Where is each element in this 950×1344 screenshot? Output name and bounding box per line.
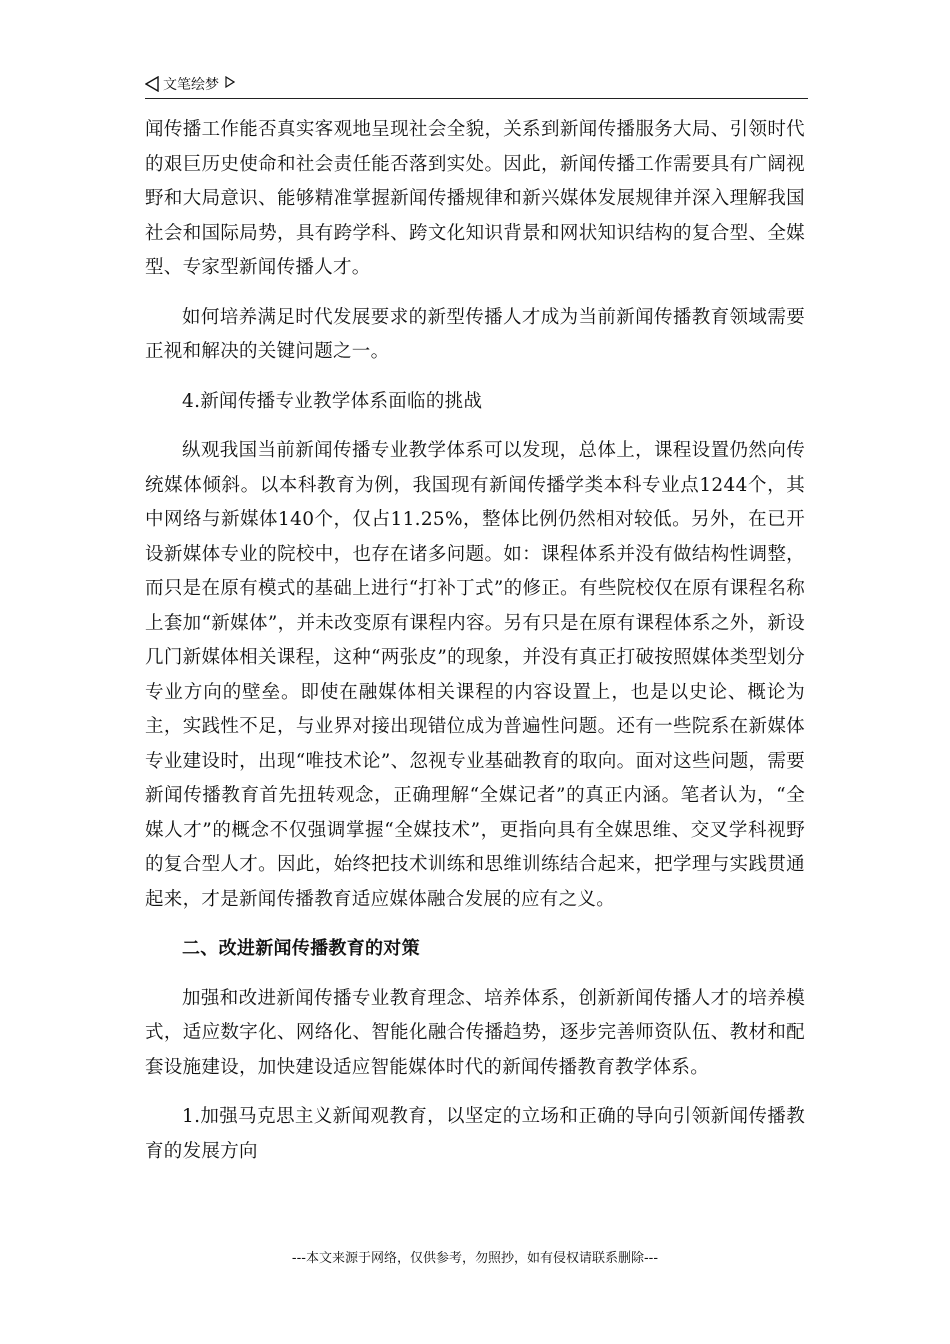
page-footer-note: ---本文来源于网络，仅供参考，勿照抄，如有侵权请联系删除--- xyxy=(291,1251,659,1266)
section-heading-countermeasures: 二、改进新闻传播教育的对策 xyxy=(182,938,420,959)
header-brand-text: 文笔绘梦 xyxy=(163,77,219,93)
document-body xyxy=(145,113,805,1169)
subheading-marxist-news-view: 1.加强马克思主义新闻观教育，以坚定的立场和正确的导向引领新闻传播教育的发展方向 xyxy=(145,1106,805,1162)
triangle-right-icon xyxy=(225,76,235,88)
paragraph-curriculum-analysis: 纵观我国当前新闻传播专业教学体系可以发现，总体上，课程设置仍然向传统媒体倾斜。以本科教育为例，我国现有新闻传播学类本科专业点1244个，其中网络与新媒体140个，仅占11.25%，整体比例仍然相对较低。另外，在已开设新媒体专业的院校中，也存在诸多问题。如：课程体系并没有做结构性调整，而只是在原有模式的基础上进行“打补丁式”的修正。有些院校仅在原有课程名称上套加“新媒体”，并未改变原有课程内容。另有只是在原有课程体系之外，新设几门新媒体相关课程，这种“两张皮”的现象，并没有真正打破按照媒体类型划分专业方向的壁垒。即使在融媒体相关课程的内容设置上，也是以史论、概论为主，实践性不足，与业界对接出现错位成为普遍性问题。还有一些院系在新媒体专业建设时，出现“唯技术论”、忽视专业基础教育的取向。面对这些问题，需要新闻传播教育首先扭转观念，正确理解“全媒记者”的真正内涵。笔者认为，“全媒人才”的概念不仅强调掌握“全媒技术”，更指向具有全媒思维、交叉学科视野的复合型人才。因此，始终把技术训练和思维训练结合起来，把学理与实践贯通起来，才是新闻传播教育适应媒体融合发展的应有之义。 xyxy=(145,440,805,910)
paragraph-talent-question: 如何培养满足时代发展要求的新型传播人才成为当前新闻传播教育领域需要正视和解决的关键问题之一。 xyxy=(145,306,805,362)
paragraph-countermeasures-intro: 加强和改进新闻传播专业教育理念、培养体系，创新新闻传播人才的培养模式，适应数字化、网络化、智能化融合传播趋势，逐步完善师资队伍、教材和配套设施建设，加快建设适应智能媒体时代的新闻传播教育教学体系。 xyxy=(145,987,805,1078)
page-header xyxy=(145,72,808,99)
subheading-teaching-challenges: 4.新闻传播专业教学体系面临的挑战 xyxy=(182,390,483,412)
triangle-left-icon xyxy=(145,76,159,92)
header-brand xyxy=(145,74,235,94)
paragraph-continuation: 闻传播工作能否真实客观地呈现社会全貌，关系到新闻传播服务大局、引领时代的艰巨历史使命和社会责任能否落到实处。因此，新闻传播工作需要具有广阔视野和大局意识、能够精准掌握新闻传播规律和新兴媒体发展规律并深入理解我国社会和国际局势，具有跨学科、跨文化知识背景和网状知识结构的复合型、全媒型、专家型新闻传播人才。 xyxy=(145,119,805,278)
